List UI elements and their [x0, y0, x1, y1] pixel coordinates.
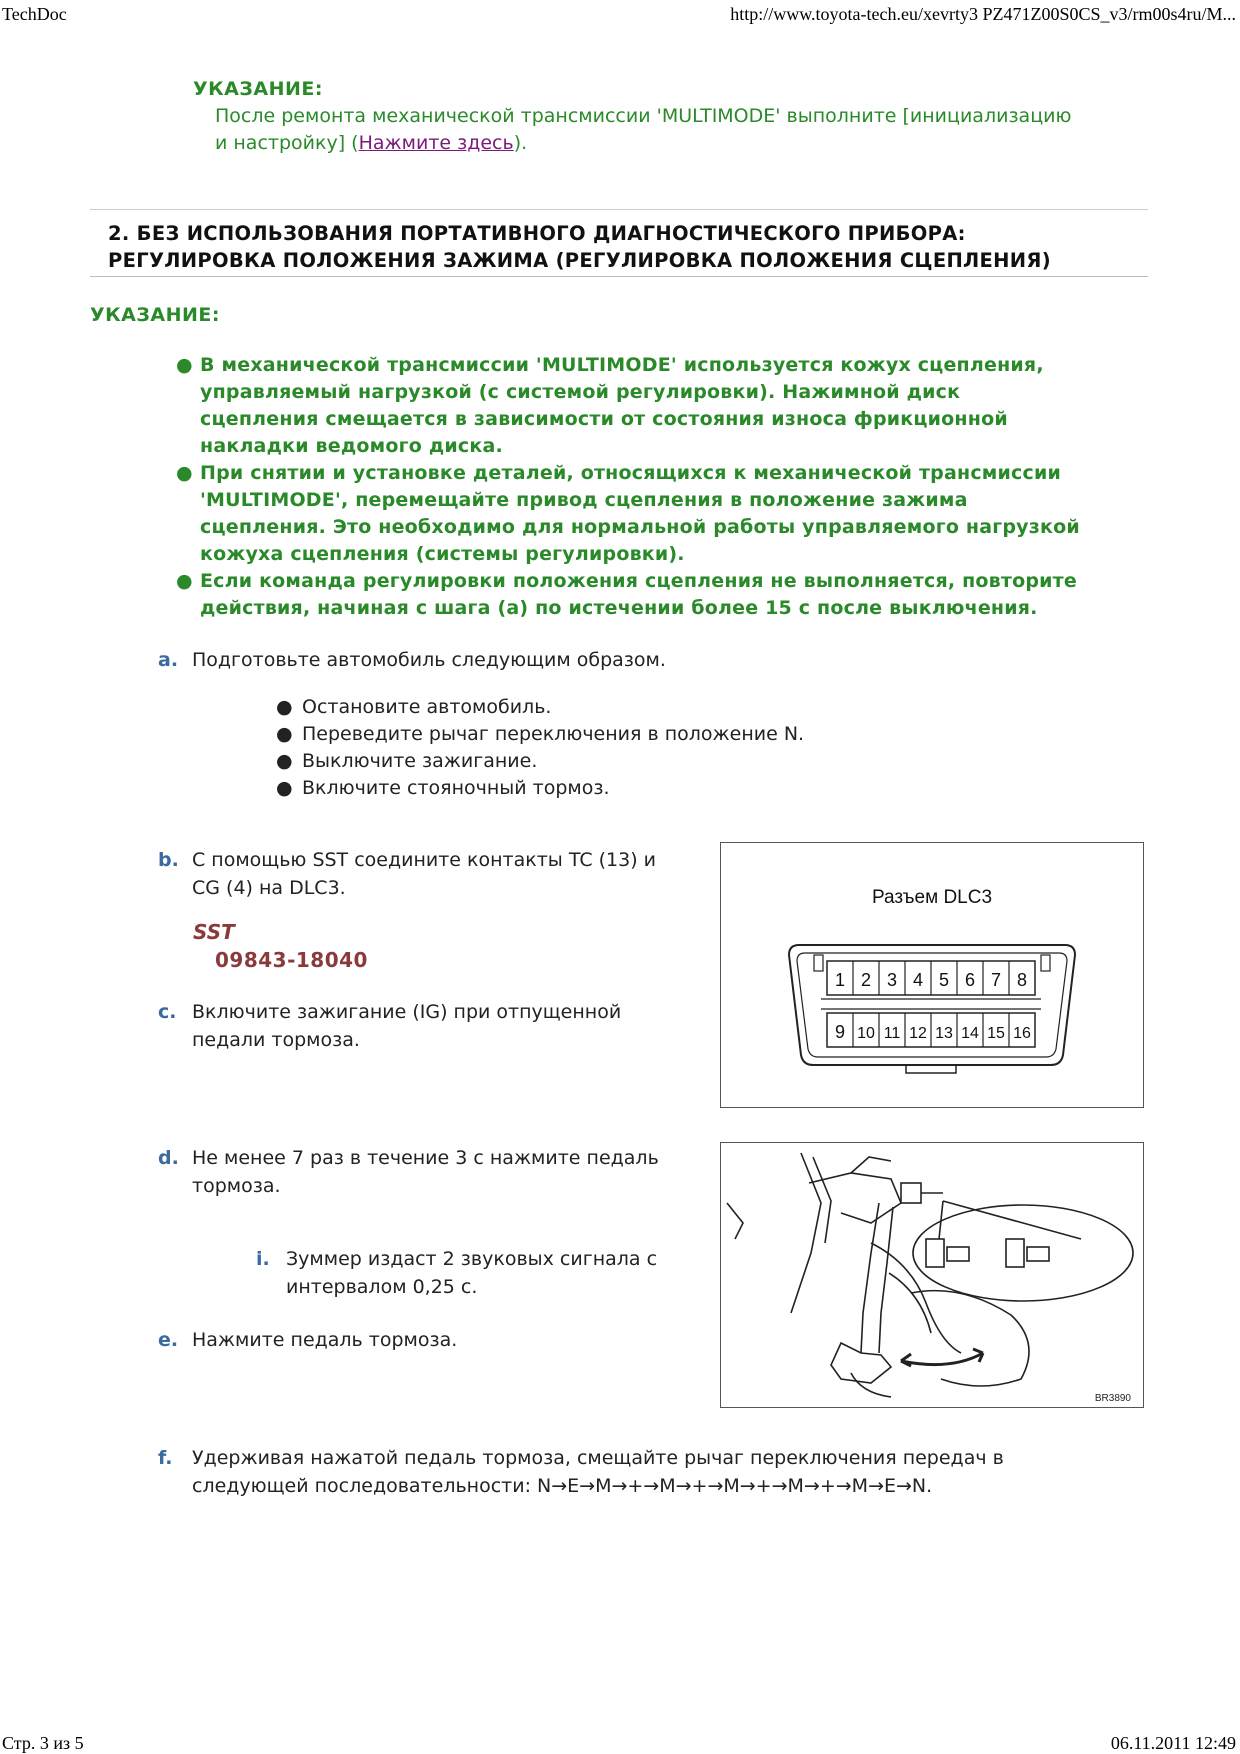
pin-label: 14	[961, 1025, 979, 1042]
step-a	[158, 646, 1058, 674]
list-item: ● В механической трансмиссии 'MULTIMODE' используется кожух сцепления, управляемый нагрузкой (с системой регулировки). Нажимной диск сцепления смещается в зависимости от состояния износа фрикционной накладки ведомого диска.	[176, 354, 1044, 457]
step-b	[158, 846, 718, 902]
page-url: http://www.toyota-tech.eu/xevrty3 PZ471Z00S0CS_v3/rm00s4ru/M...	[730, 4, 1236, 24]
note2-bullets	[176, 352, 1156, 622]
dlc3-figure	[720, 842, 1144, 1108]
step-letter: b.	[158, 849, 179, 871]
dlc3-connector-icon	[721, 843, 1143, 1107]
step-a-sublist	[276, 694, 804, 802]
pin-label: 6	[964, 970, 976, 990]
list-item: ● Остановите автомобиль.	[276, 694, 804, 721]
note1-heading: УКАЗАНИЕ:	[193, 78, 323, 100]
step-text: Включите зажигание (IG) при отпущенной педали тормоза.	[192, 1001, 622, 1051]
note1-line2-suffix: ).	[513, 132, 528, 154]
step-letter: d.	[158, 1147, 179, 1169]
section-title-line2: РЕГУЛИРОВКА ПОЛОЖЕНИЯ ЗАЖИМА (РЕГУЛИРОВКА ПОЛОЖЕНИЯ СЦЕПЛЕНИЯ)	[108, 249, 1051, 272]
list-item: ● Включите стояночный тормоз.	[276, 775, 804, 802]
step-letter: c.	[158, 1001, 177, 1023]
section-title-line1: 2. БЕЗ ИСПОЛЬЗОВАНИЯ ПОРТАТИВНОГО ДИАГНОСТИЧЕСКОГО ПРИБОРА:	[108, 222, 966, 245]
dlc3-title: Разъем DLC3	[871, 887, 993, 908]
list-item: ● Выключите зажигание.	[276, 748, 804, 775]
print-datetime: 06.11.2011 12:49	[1110, 1733, 1236, 1753]
pin-label: 10	[857, 1025, 875, 1042]
pin-label: 16	[1013, 1025, 1031, 1042]
section-heading	[90, 209, 1148, 277]
pin-label: 12	[909, 1025, 927, 1042]
step-f	[158, 1444, 1158, 1500]
note1-text	[215, 103, 1175, 157]
sst-label: SST	[193, 920, 235, 944]
app-name: TechDoc	[2, 4, 67, 24]
list-item: ● Если команда регулировки положения сцепления не выполняется, повторите действия, начиная с шага (a) по истечении более 15 с после выключения.	[176, 570, 1077, 619]
note1-line2	[215, 130, 1175, 157]
page-number: Стр. 3 из 5	[2, 1733, 84, 1753]
step-letter: e.	[158, 1329, 179, 1351]
list-item: ● При снятии и установке деталей, относящихся к механической трансмиссии 'MULTIMODE', перемещайте привод сцепления в положение зажима сцепления. Это необходимо для нормальной работы управляемого нагрузкой кожуха сцепления (системы регулировки).	[176, 462, 1080, 565]
pin-label: 3	[886, 970, 898, 990]
brake-pedal-icon	[721, 1143, 1143, 1407]
step-text: Нажмите педаль тормоза.	[192, 1329, 458, 1351]
step-text: Подготовьте автомобиль следующим образом.	[192, 649, 666, 671]
step-e	[158, 1326, 718, 1354]
sst-code: 09843-18040	[215, 948, 368, 972]
figure-code: BR3890	[1094, 1393, 1131, 1404]
brake-pedal-figure	[720, 1142, 1144, 1408]
pin-label: 9	[834, 1022, 846, 1042]
step-text: Удерживая нажатой педаль тормоза, смещайте рычаг переключения передач в следующей последовательности: N→E→M→+→M→+→M→+→M→+→M→E→N.	[192, 1447, 1004, 1497]
bullet-icon: ●	[176, 570, 193, 592]
pin-label: 8	[1016, 970, 1028, 990]
pin-label: 4	[912, 970, 924, 990]
pin-label: 11	[883, 1025, 901, 1042]
note2-heading: УКАЗАНИЕ:	[90, 304, 220, 326]
pin-label: 7	[990, 970, 1002, 990]
step-d	[158, 1144, 718, 1200]
pin-label: 5	[938, 970, 950, 990]
note1-line1: После ремонта механической трансмиссии 'MULTIMODE' выполните [инициализацию	[215, 105, 1072, 127]
step-text: Зуммер издаст 2 звуковых сигнала с интервалом 0,25 с.	[286, 1248, 658, 1298]
bullet-icon: ●	[276, 696, 293, 718]
step-letter: f.	[158, 1447, 173, 1469]
pin-label: 1	[834, 970, 846, 990]
note1-line2-prefix: и настройку] (	[215, 132, 359, 154]
section-title	[108, 220, 1051, 274]
bullet-icon: ●	[176, 462, 193, 484]
bullet-icon: ●	[276, 723, 293, 745]
step-letter: a.	[158, 649, 179, 671]
bullet-icon: ●	[176, 354, 193, 376]
bullet-icon: ●	[276, 777, 293, 799]
step-letter: i.	[256, 1248, 270, 1270]
pin-label: 2	[860, 970, 872, 990]
list-item: ● Переведите рычаг переключения в положение N.	[276, 721, 804, 748]
pin-label: 15	[987, 1025, 1005, 1042]
step-text: Не менее 7 раз в течение 3 с нажмите педаль тормоза.	[192, 1147, 659, 1197]
step-text: С помощью SST соедините контакты TC (13) и CG (4) на DLC3.	[192, 849, 657, 899]
bullet-icon: ●	[276, 750, 293, 772]
pin-label: 13	[935, 1025, 953, 1042]
step-c	[158, 998, 718, 1054]
init-link[interactable]: Нажмите здесь	[358, 132, 514, 154]
step-i	[256, 1245, 726, 1301]
